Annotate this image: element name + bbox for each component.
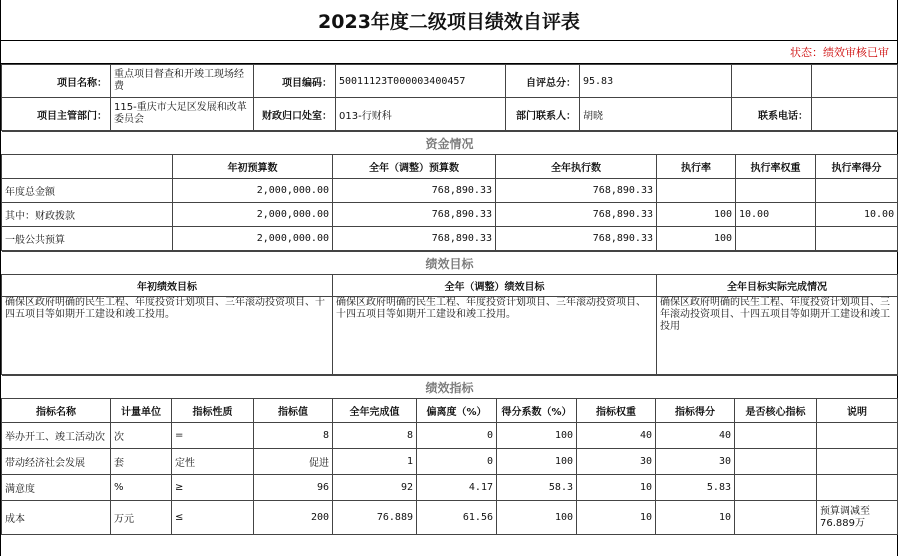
table-row xyxy=(2,227,898,251)
empty-cell xyxy=(812,65,898,98)
goals-table xyxy=(1,251,898,375)
indicator-actual: 1 xyxy=(333,449,417,475)
indicator-header: 指标值 xyxy=(254,399,333,423)
fund-name: 年度总金额 xyxy=(2,179,173,203)
indicators-table xyxy=(1,375,898,535)
contact-value: 胡晓 xyxy=(580,98,732,131)
indicator-note xyxy=(817,449,898,475)
indicator-nature: ≥ xyxy=(172,475,254,501)
indicator-weight: 30 xyxy=(577,449,656,475)
fund-executed: 768,890.33 xyxy=(496,227,657,251)
funds-header: 全年（调整）预算数 xyxy=(333,155,496,179)
funds-header: 年初预算数 xyxy=(173,155,333,179)
indicator-target: 促进 xyxy=(254,449,333,475)
indicator-header: 得分系数（%） xyxy=(497,399,577,423)
indicator-actual: 76.889 xyxy=(333,501,417,535)
info-table xyxy=(1,64,898,131)
goal-adjusted: 确保区政府明确的民生工程、年度投资计划项目、三年滚动投资项目、十四五项目等如期开工建设和竣工投用。 xyxy=(333,297,657,375)
indicator-header: 计量单位 xyxy=(111,399,172,423)
fund-initial: 2,000,000.00 xyxy=(173,227,333,251)
project-code: 50011123T000003400457 xyxy=(336,65,506,98)
dept-label: 项目主管部门： xyxy=(2,98,111,131)
funds-table xyxy=(1,131,898,251)
indicator-header: 是否核心指标 xyxy=(735,399,817,423)
goals-header: 年初绩效目标 xyxy=(2,275,333,297)
fund-adjusted: 768,890.33 xyxy=(333,227,496,251)
fund-initial: 2,000,000.00 xyxy=(173,179,333,203)
table-row xyxy=(2,475,898,501)
indicator-core xyxy=(735,449,817,475)
funds-header: 执行率 xyxy=(657,155,736,179)
funds-section-title: 资金情况 xyxy=(2,132,898,155)
indicator-unit: 套 xyxy=(111,449,172,475)
indicator-actual: 92 xyxy=(333,475,417,501)
indicator-target: 96 xyxy=(254,475,333,501)
indicator-coef: 100 xyxy=(497,449,577,475)
empty-cell xyxy=(732,65,812,98)
indicator-core xyxy=(735,475,817,501)
indicator-coef: 100 xyxy=(497,423,577,449)
project-code-label: 项目编码： xyxy=(254,65,336,98)
indicator-nature: 定性 xyxy=(172,449,254,475)
indicator-core xyxy=(735,423,817,449)
indicator-score: 5.83 xyxy=(656,475,735,501)
finance-value: 013-行财科 xyxy=(336,98,506,131)
indicator-unit: % xyxy=(111,475,172,501)
goals-header: 全年目标实际完成情况 xyxy=(657,275,898,297)
fund-initial: 2,000,000.00 xyxy=(173,203,333,227)
funds-header-blank xyxy=(2,155,173,179)
table-row xyxy=(2,423,898,449)
fund-rate xyxy=(657,179,736,203)
project-name-label: 项目名称： xyxy=(2,65,111,98)
page-title: 2023年度二级项目绩效自评表 xyxy=(1,0,897,41)
fund-adjusted: 768,890.33 xyxy=(333,179,496,203)
fund-name: 其中：财政拨款 xyxy=(2,203,173,227)
indicator-deviation: 61.56 xyxy=(417,501,497,535)
goals-header: 全年（调整）绩效目标 xyxy=(333,275,657,297)
indicator-header: 指标权重 xyxy=(577,399,656,423)
indicator-score: 10 xyxy=(656,501,735,535)
indicator-weight: 40 xyxy=(577,423,656,449)
goal-actual: 确保区政府明确的民生工程、年度投资计划项目、三年滚动投资项目、十四五项目等如期开工建设和竣工投用 xyxy=(657,297,898,375)
funds-header: 执行率权重 xyxy=(736,155,816,179)
dept-value: 115-重庆市大足区发展和改革委员会 xyxy=(111,98,254,131)
fund-rate: 100 xyxy=(657,227,736,251)
fund-executed: 768,890.33 xyxy=(496,179,657,203)
phone-value xyxy=(812,98,898,131)
indicator-name: 带动经济社会发展 xyxy=(2,449,111,475)
indicator-deviation: 0 xyxy=(417,423,497,449)
indicator-note xyxy=(817,423,898,449)
indicator-deviation: 4.17 xyxy=(417,475,497,501)
status-text: 状态：绩效审核已审 xyxy=(1,41,897,64)
indicator-nature: ≤ xyxy=(172,501,254,535)
indicator-header: 偏离度（%） xyxy=(417,399,497,423)
indicator-target: 8 xyxy=(254,423,333,449)
fund-weight xyxy=(736,227,816,251)
indicator-unit: 次 xyxy=(111,423,172,449)
fund-weight xyxy=(736,179,816,203)
indicator-note: 预算调减至76.889万 xyxy=(817,501,898,535)
indicator-score: 30 xyxy=(656,449,735,475)
phone-label: 联系电话： xyxy=(732,98,812,131)
indicator-header: 指标得分 xyxy=(656,399,735,423)
total-score: 95.83 xyxy=(580,65,732,98)
indicator-name: 举办开工、竣工活动次 xyxy=(2,423,111,449)
contact-label: 部门联系人： xyxy=(506,98,580,131)
table-row xyxy=(2,203,898,227)
funds-header: 执行率得分 xyxy=(816,155,898,179)
indicator-note xyxy=(817,475,898,501)
fund-score xyxy=(816,227,898,251)
finance-label: 财政归口处室： xyxy=(254,98,336,131)
indicator-name: 满意度 xyxy=(2,475,111,501)
table-row xyxy=(2,501,898,535)
goals-section-title: 绩效目标 xyxy=(2,252,898,275)
fund-score: 10.00 xyxy=(816,203,898,227)
indicator-nature: = xyxy=(172,423,254,449)
indicator-target: 200 xyxy=(254,501,333,535)
indicator-deviation: 0 xyxy=(417,449,497,475)
project-name: 重点项目督查和开竣工现场经费 xyxy=(111,65,254,98)
fund-score xyxy=(816,179,898,203)
indicator-coef: 100 xyxy=(497,501,577,535)
indicator-name: 成本 xyxy=(2,501,111,535)
indicator-header: 指标性质 xyxy=(172,399,254,423)
fund-adjusted: 768,890.33 xyxy=(333,203,496,227)
indicator-header: 全年完成值 xyxy=(333,399,417,423)
indicator-unit: 万元 xyxy=(111,501,172,535)
indicators-section-title: 绩效指标 xyxy=(2,376,898,399)
indicator-header: 指标名称 xyxy=(2,399,111,423)
fund-name: 一般公共预算 xyxy=(2,227,173,251)
fund-executed: 768,890.33 xyxy=(496,203,657,227)
indicator-weight: 10 xyxy=(577,475,656,501)
goal-initial: 确保区政府明确的民生工程、年度投资计划项目、三年滚动投资项目、十四五项目等如期开工建设和竣工投用。 xyxy=(2,297,333,375)
indicator-actual: 8 xyxy=(333,423,417,449)
score-label: 自评总分： xyxy=(506,65,580,98)
table-row xyxy=(2,179,898,203)
indicator-header: 说明 xyxy=(817,399,898,423)
indicator-score: 40 xyxy=(656,423,735,449)
fund-rate: 100 xyxy=(657,203,736,227)
funds-header: 全年执行数 xyxy=(496,155,657,179)
indicator-coef: 58.3 xyxy=(497,475,577,501)
indicator-weight: 10 xyxy=(577,501,656,535)
table-row xyxy=(2,449,898,475)
indicator-core xyxy=(735,501,817,535)
fund-weight: 10.00 xyxy=(736,203,816,227)
